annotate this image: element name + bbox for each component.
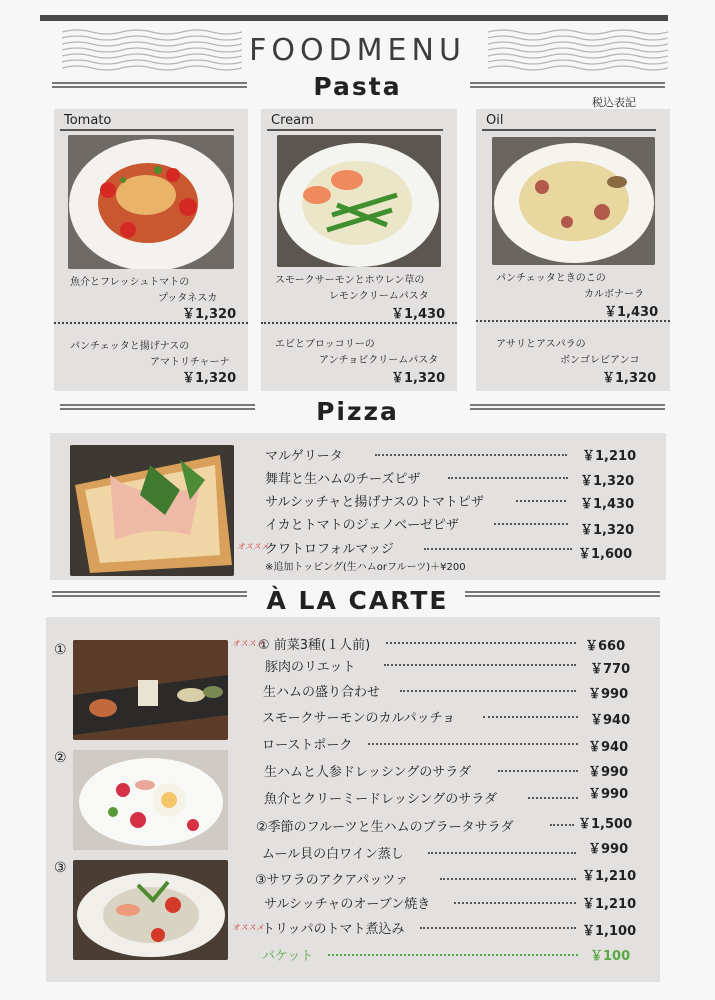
dotted-leader	[448, 477, 568, 479]
alacarte-item-name: 生ハムの盛り合わせ	[263, 685, 381, 700]
dotted-leader	[424, 548, 572, 550]
dotted-leader	[498, 770, 578, 772]
alacarte-item-price: ￥940	[588, 740, 629, 755]
pasta-item-name: パンチェッタと揚げナスの	[70, 341, 190, 352]
alacarte-item-name: ムール貝の白ワイン蒸し	[262, 847, 404, 862]
appetizer-photo	[73, 640, 228, 740]
pizza-item-name: マルゲリータ	[265, 449, 343, 464]
alacarte-item-price: ￥990	[588, 787, 629, 802]
dotted-leader	[516, 500, 566, 502]
dotted-leader	[428, 852, 576, 854]
pasta-item-name: アンチョビクリームパスタ	[319, 355, 439, 366]
dotted-separator	[261, 322, 457, 324]
dotted-leader	[440, 878, 576, 880]
pasta-section-title: Pasta	[313, 72, 402, 101]
alacarte-item-name: ③サワラのアクアパッツァ	[255, 873, 409, 888]
alacarte-item-name: 生ハムと人参ドレッシングのサラダ	[264, 765, 472, 780]
pasta-label-underline	[482, 129, 656, 131]
pizza-section-title: Pizza	[316, 397, 399, 426]
pasta-item-name: カルボナーラ	[584, 289, 644, 300]
dotted-leader	[384, 664, 576, 666]
recommend-badge: オススメ	[237, 542, 269, 551]
pasta-item-price: ￥1,430	[391, 307, 446, 322]
pizza-photo	[70, 445, 234, 576]
dotted-leader	[483, 716, 578, 718]
alacarte-item-price: ￥1,210	[582, 897, 637, 912]
pizza-topping-note: ※追加トッピング(生ハムorフルーツ)＋¥200	[265, 562, 466, 573]
pizza-item-price: ￥1,600	[578, 547, 633, 562]
alacarte-item-name: 魚介とクリーミードレッシングのサラダ	[264, 792, 498, 807]
pizza-item-price: ￥1,320	[580, 523, 635, 538]
pasta-photo-oil	[492, 137, 655, 265]
alacarte-item-price: ￥940	[590, 713, 631, 728]
pizza-item-name: クワトロフォルマッジ	[265, 542, 394, 557]
photo-marker-1: ①	[54, 642, 67, 658]
alacarte-item-price: ￥1,500	[578, 817, 633, 832]
dotted-leader	[550, 824, 574, 826]
alacarte-section-title: À LA CARTE	[266, 586, 449, 615]
pasta-item-name: アサリとアスパラの	[496, 339, 586, 350]
burrata-salad-photo	[73, 750, 228, 850]
alacarte-item-price: ￥990	[588, 842, 629, 857]
pizza-item-price: ￥1,320	[580, 474, 635, 489]
pasta-label-tomato: Tomato	[64, 113, 112, 128]
alacarte-item-price: ￥990	[588, 687, 629, 702]
dotted-separator	[476, 320, 670, 322]
alacarte-item-price: ￥770	[590, 662, 631, 677]
alacarte-item-name: ① 前菜3種(１人前)	[258, 638, 371, 653]
alacarte-item-price: ￥660	[585, 639, 626, 654]
dotted-leader	[420, 927, 576, 929]
tax-note: 税込表記	[592, 96, 636, 109]
pizza-item-name: イカとトマトのジェノベーゼピザ	[265, 518, 459, 533]
dotted-leader	[400, 690, 576, 692]
alacarte-item-name: 豚肉のリエット	[265, 660, 356, 675]
dotted-leader	[454, 902, 576, 904]
pasta-label-underline	[60, 129, 234, 131]
alacarte-item-name: トリッパのトマト煮込み	[262, 922, 405, 937]
alacarte-item-name: サルシッチャのオーブン焼き	[264, 897, 431, 912]
pasta-item-name: レモンクリームパスタ	[329, 291, 429, 302]
pasta-item-name: 魚介とフレッシュトマトの	[70, 277, 190, 288]
alacarte-item-name: ローストポーク	[262, 738, 353, 753]
pasta-item-price: ￥1,320	[602, 371, 657, 386]
dotted-leader	[328, 954, 578, 956]
acqua-pazza-photo	[73, 860, 228, 960]
alacarte-item-price: ￥1,100	[582, 924, 637, 939]
pasta-item-price: ￥1,320	[182, 307, 237, 322]
alacarte-item-name: バケット	[262, 949, 314, 964]
pasta-card-tomato	[54, 109, 248, 391]
recommend-badge: オススメ	[232, 639, 264, 648]
pasta-photo-tomato	[68, 135, 234, 269]
photo-marker-3: ③	[54, 860, 67, 876]
dotted-leader	[375, 454, 567, 456]
pizza-item-name: 舞茸と生ハムのチーズピザ	[265, 472, 421, 487]
dotted-leader	[494, 523, 568, 525]
top-bar	[40, 15, 668, 21]
pasta-item-name: パンチェッタときのこの	[496, 273, 606, 284]
recommend-badge: オススメ	[232, 923, 264, 932]
pasta-item-name: エビとブロッコリーの	[275, 339, 375, 350]
pasta-label-cream: Cream	[271, 113, 314, 128]
alacarte-item-price: ￥1,210	[582, 869, 637, 884]
pasta-label-oil: Oil	[486, 113, 504, 128]
pasta-item-price: ￥1,320	[391, 371, 446, 386]
dotted-leader	[368, 743, 578, 745]
pizza-item-name: サルシッチャと揚げナスのトマトピザ	[265, 495, 484, 510]
alacarte-item-name: ②季節のフルーツと生ハムのブラータサラダ	[256, 820, 514, 835]
dotted-separator	[54, 322, 248, 324]
pasta-card-oil	[476, 109, 670, 391]
alacarte-item-price: ￥100	[590, 949, 631, 964]
pizza-item-price: ￥1,430	[580, 497, 635, 512]
pizza-item-price: ￥1,210	[582, 449, 637, 464]
pasta-item-name: スモークサーモンとホウレン草の	[275, 275, 425, 286]
pasta-photo-cream	[277, 135, 441, 267]
photo-marker-2: ②	[54, 750, 67, 766]
pasta-item-name: アマトリチャーナ	[150, 357, 230, 368]
pasta-label-underline	[267, 129, 443, 131]
pasta-item-name: ボンゴレビアンコ	[560, 355, 640, 366]
pasta-item-price: ￥1,430	[604, 305, 659, 320]
dotted-leader	[386, 642, 576, 644]
pasta-item-name: プッタネスカ	[158, 293, 218, 304]
pasta-card-cream	[261, 109, 457, 391]
pasta-item-price: ￥1,320	[182, 371, 237, 386]
alacarte-item-name: スモークサーモンのカルパッチョ	[262, 711, 456, 726]
dotted-leader	[528, 797, 578, 799]
menu-title: FOODMENU	[249, 33, 466, 68]
alacarte-item-price: ￥990	[588, 765, 629, 780]
